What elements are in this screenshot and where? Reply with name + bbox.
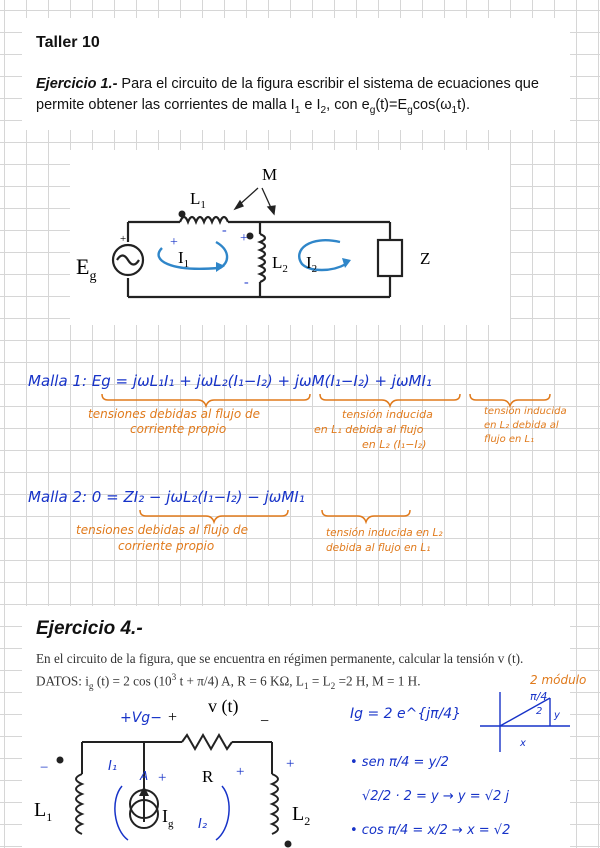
sub: 1 (200, 199, 206, 211)
note-inducida-l1c: en L₂ (I₁−I₂) (362, 438, 427, 451)
sub: g (407, 104, 413, 116)
sub: 2 (330, 681, 336, 692)
circuit4-figure (22, 690, 342, 848)
text: E (76, 254, 90, 279)
label-L1 (34, 799, 52, 824)
note-inducida-l2b: en L₂ debida al (484, 420, 559, 431)
circuit1-figure (70, 150, 510, 325)
hw-pi4: π/4 (530, 690, 548, 703)
plus-mark-hw: + (240, 231, 248, 246)
note-inducida-l1: tensión inducida (342, 408, 433, 421)
ejercicio1-panel (22, 18, 570, 130)
sub: g (369, 104, 376, 116)
text: DATOS: i (36, 673, 89, 689)
hw-sen: • sen π/4 = y/2 (350, 755, 449, 770)
text: L (190, 189, 201, 208)
label-Z: Z (420, 249, 431, 268)
text: e I (300, 97, 321, 113)
text: t). (457, 97, 471, 113)
sub: 2 (282, 263, 288, 275)
note-flujo-propio-2: tensiones debidas al flujo de (76, 523, 249, 537)
hw-2: 2 (536, 706, 543, 717)
ejercicio1-statement (36, 74, 556, 121)
hw-ig-eq: Ig = 2 e^{jπ/4} (350, 706, 462, 722)
sub: g (88, 681, 94, 692)
sub: 2 (304, 814, 311, 828)
note-inducida-l1b: en L₁ debida al flujo (314, 423, 424, 436)
sub: g (89, 269, 97, 284)
page-title: Taller 10 (36, 34, 100, 51)
plus-hw: + (158, 770, 167, 786)
sub: 1 (294, 104, 301, 116)
text: t + π/4) A, R = 6 KΩ, L (176, 673, 304, 689)
hw-A: A (140, 769, 149, 783)
malla2-equation: Malla 2: 0 = ZI₂ − jωL₂(I₁−I₂) − jωMI₁ (28, 488, 305, 506)
sub: 1 (451, 104, 458, 116)
label-vt: v (t) (208, 696, 239, 716)
note-inducida-l2: tensión inducida (484, 406, 567, 417)
sub: 2 (320, 104, 327, 116)
text: L (292, 803, 305, 825)
sub: 1 (183, 258, 190, 270)
text: (t)=E (375, 97, 408, 113)
sub: g (168, 818, 174, 830)
hw-cos: • cos π/4 = x/2 → x = √2 (350, 823, 511, 838)
note-inducida-l2-m2b: debida al flujo en L₁ (326, 542, 431, 554)
minus-mark: − (260, 713, 270, 730)
plus-hw: + (286, 756, 295, 772)
plus-mark: + (168, 709, 178, 726)
dot-l1 (179, 211, 186, 218)
ejercicio1-text: Para el circuito de la figura escribir el sistema de ecuaciones que permite obtener las corrientes de malla I (36, 76, 539, 113)
sup: 3 (171, 672, 177, 682)
text: = L (308, 673, 331, 689)
minus-mark-hw: - (222, 223, 227, 238)
text: I (162, 806, 168, 826)
dot-l2-ex4 (285, 841, 292, 848)
plus-mark-hw: + (170, 235, 178, 250)
ex4-handwritten-calc (340, 662, 590, 848)
plus-mark: + (120, 233, 127, 245)
note-flujo-propio-1: tensiones debidas al flujo de (88, 407, 261, 421)
label-L2 (292, 803, 310, 828)
text: L (272, 253, 283, 272)
note-inducida-l2c: flujo en L₁ (484, 434, 535, 445)
minus-mark-hw: - (244, 275, 249, 290)
text: I (178, 248, 184, 267)
label-Ig (162, 806, 174, 830)
ejercicio4-line1: En el circuito de la figura, que se encuentra en régimen permanente, calcular la tensión v (t). (36, 651, 524, 666)
hw-modulo: 2 módulo (530, 673, 587, 687)
sub: 1 (303, 681, 309, 692)
hw-sqrt: √2/2 · 2 = y → y = √2 j (362, 789, 510, 804)
plus-hw: + (236, 764, 245, 780)
text: L (34, 799, 47, 821)
hw-x: x (520, 738, 526, 749)
hw-vg: +Vg− (120, 710, 162, 726)
label-M: M (262, 165, 278, 184)
text: (t) = 2 cos (10 (93, 673, 172, 689)
label-R: R (202, 767, 214, 786)
handwritten-notes (0, 360, 600, 585)
note-flujo-propio-1b: corriente propio (130, 422, 227, 436)
minus-hw: − (40, 760, 49, 776)
note-inducida-l2-m2: tensión inducida en L₂ (326, 527, 443, 539)
text: =2 H, M = 1 H. (335, 673, 421, 689)
hw-i1: I₁ (108, 759, 118, 774)
hw-y: y (554, 710, 560, 721)
ejercicio4-title: Ejercicio 4.- (36, 618, 143, 639)
note-flujo-propio-2b: corriente propio (118, 539, 215, 553)
ejercicio1-label: Ejercicio 1.- (36, 76, 118, 92)
text: , con e (326, 97, 370, 113)
malla1-equation: Malla 1: Eg = jωL₁I₁ + jωL₂(I₁−I₂) + jωM(I₁−I₂) + jωMI₁ (28, 372, 432, 390)
text: cos(ω (412, 97, 452, 113)
sub: 2 (311, 263, 318, 275)
dot-l1-ex4 (57, 757, 64, 764)
sub: 1 (46, 810, 53, 824)
text: I (306, 253, 312, 272)
hw-i2: I₂ (198, 817, 208, 832)
